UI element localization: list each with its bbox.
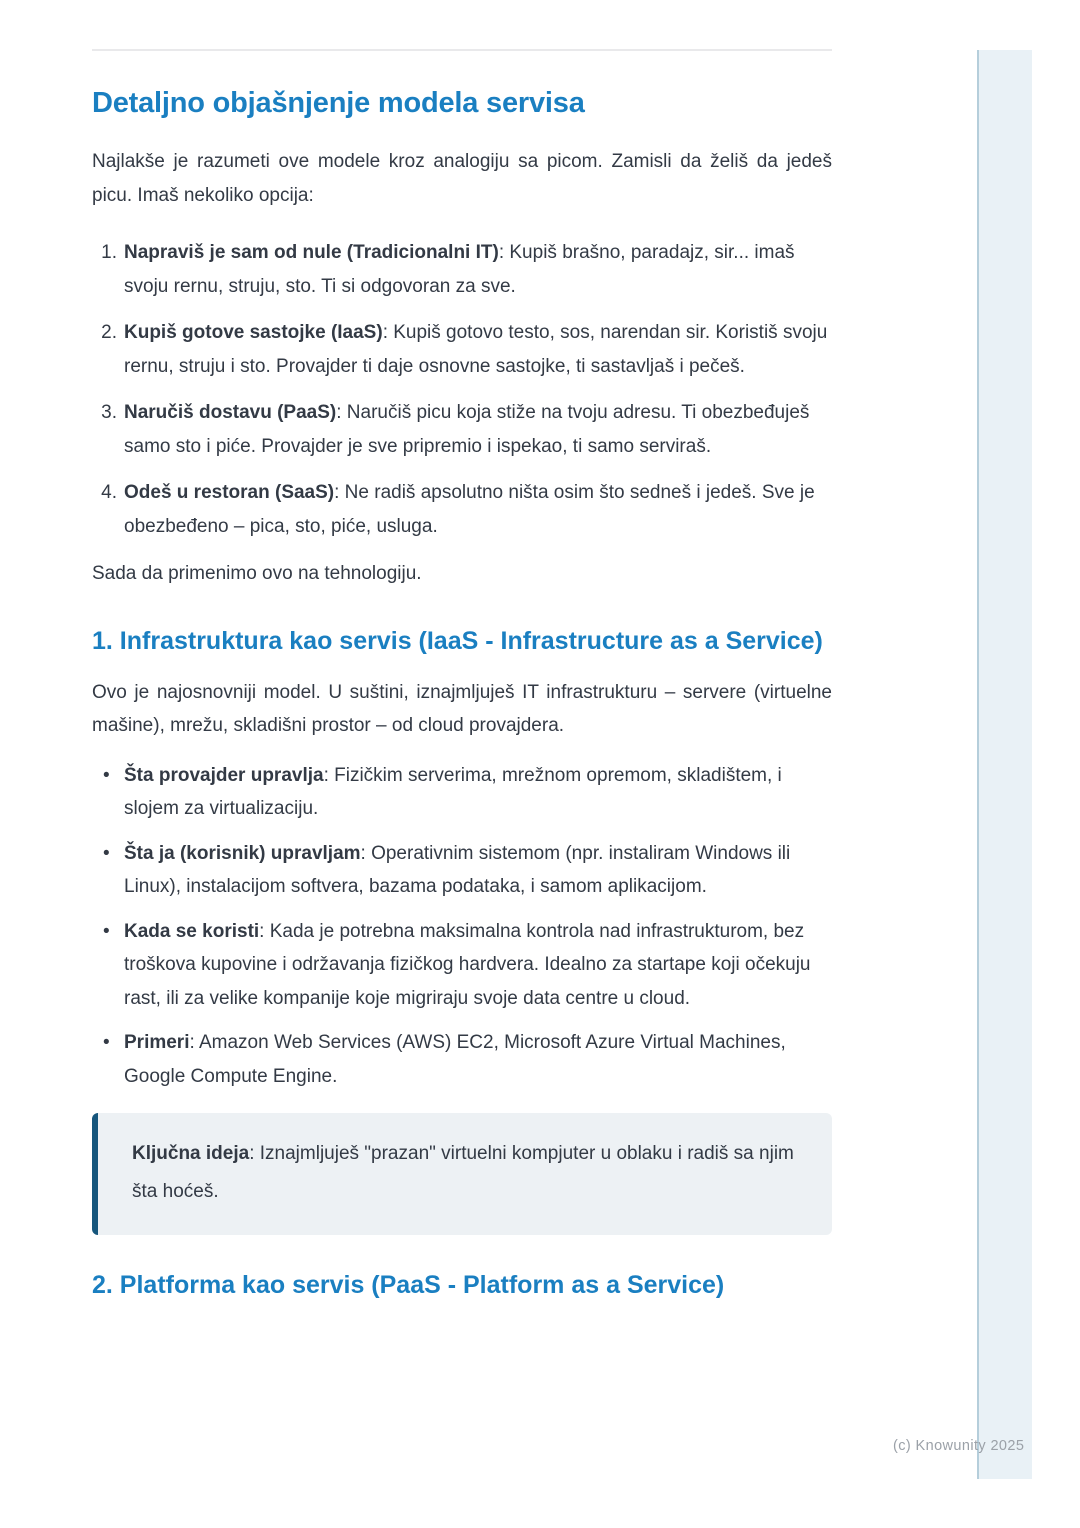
page-title: Detaljno objašnjenje modela servisa bbox=[92, 87, 585, 119]
bullet-when-used bbox=[92, 915, 832, 1016]
bullet-text: : Fizičkim serverima, mrežnom opremom, skladištem, i slojem za virtualizaciju. bbox=[124, 764, 782, 819]
bullet-text: : Operativnim sistemom (npr. instaliram Windows ili Linux), instalacijom softvera, bazama podataka, i samom aplikacijom. bbox=[124, 842, 791, 897]
list-item-lead: Naručiš dostavu (PaaS) bbox=[124, 402, 337, 423]
bullet-user-manages bbox=[92, 837, 832, 904]
list-item-lead: Odeš u restoran (SaaS) bbox=[124, 482, 335, 503]
list-item-text: : Ne radiš apsolutno ništa osim što sedneš i jedeš. Sve je obezbeđeno – pica, sto, piće, usluga. bbox=[124, 482, 815, 537]
iaas-details-list bbox=[92, 759, 832, 1094]
bullet-lead: Šta provajder upravlja bbox=[124, 764, 324, 786]
bullet-lead: Primeri bbox=[124, 1032, 190, 1053]
list-item-text: : Kupiš brašno, paradajz, sir... imaš svoju rernu, struju, sto. Ti si odgovoran za sve. bbox=[124, 242, 795, 297]
key-idea-callout bbox=[92, 1113, 832, 1235]
section-1-heading: 1. Infrastruktura kao servis (IaaS - Infrastructure as a Service) bbox=[92, 626, 823, 655]
bullet-lead: Šta ja (korisnik) upravljam bbox=[124, 842, 361, 864]
bullet-provider-manages bbox=[92, 759, 832, 826]
document-content bbox=[92, 0, 832, 1304]
intro-paragraph: Najlakše je razumeti ove modele kroz analogiju sa picom. Zamisli da želiš da jedeš picu. Imaš nekoliko opcija: bbox=[92, 151, 832, 206]
callout-lead: Ključna ideja bbox=[132, 1143, 250, 1164]
section-2-heading: 2. Platforma kao servis (PaaS - Platform as a Service) bbox=[92, 1271, 725, 1299]
list-item-lead: Napraviš je sam od nule (Tradicionalni IT) bbox=[124, 242, 499, 263]
list-item-paas bbox=[92, 396, 832, 463]
list-item-text: : Kupiš gotovo testo, sos, narendan sir. Koristiš svoju rernu, struju i sto. Provajder ti daje osnovne sastojke, ti sastavljaš i pečeš. bbox=[124, 322, 828, 377]
list-item-lead: Kupiš gotove sastojke (IaaS) bbox=[124, 322, 383, 343]
bullet-text: : Amazon Web Services (AWS) EC2, Microsoft Azure Virtual Machines, Google Compute Engine. bbox=[124, 1032, 786, 1087]
list-item-traditional-it bbox=[92, 236, 832, 303]
bullet-lead: Kada se koristi bbox=[124, 920, 260, 942]
page-edge-strip bbox=[977, 50, 1032, 1479]
list-item-saas bbox=[92, 476, 832, 543]
top-divider bbox=[92, 49, 832, 51]
section-1-intro: Ovo je najosnovniji model. U suštini, iznajmljuješ IT infrastrukturu – servere (virtuelne mašine), mrežu, skladišni prostor – od cloud provajdera. bbox=[92, 681, 832, 736]
copyright-watermark: (c) Knowunity 2025 bbox=[893, 1438, 1025, 1454]
list-item-text: : Naručiš picu koja stiže na tvoju adresu. Ti obezbeđuješ samo sto i piće. Provajder je sve pripremio i ispekao, ti samo serviraš. bbox=[124, 402, 810, 457]
transition-paragraph: Sada da primenimo ovo na tehnologiju. bbox=[92, 563, 422, 584]
pizza-analogy-list bbox=[92, 236, 832, 543]
callout-text: : Iznajmljuješ "prazan" virtuelni kompjuter u oblaku i radiš sa njim šta hoćeš. bbox=[132, 1143, 794, 1202]
list-item-iaas bbox=[92, 316, 832, 383]
bullet-examples bbox=[92, 1026, 832, 1093]
bullet-text: : Kada je potrebna maksimalna kontrola nad infrastrukturom, bez troškova kupovine i održavanja fizičkog hardvera. Idealno za startape koji očekuju rast, ili za velike kompanije koje migriraju svoje data centre u cloud. bbox=[124, 920, 811, 1009]
